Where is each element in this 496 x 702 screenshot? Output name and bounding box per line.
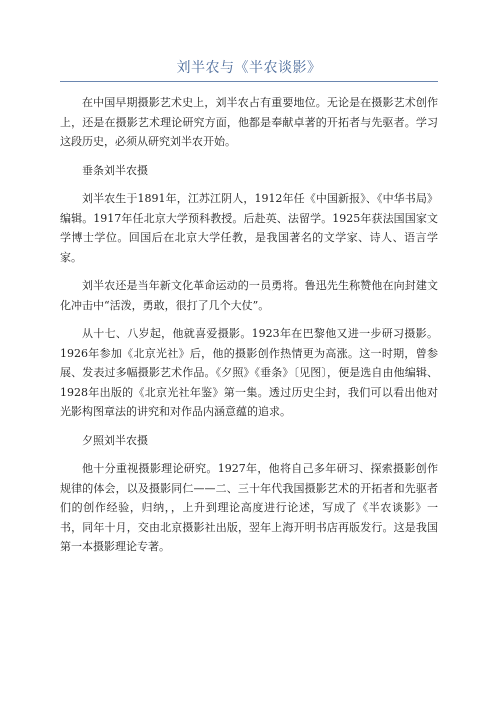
document-body [60,93,438,566]
biography-paragraph: 刘半农生于1891年，江苏江阴人，1912年任《中国新报》、《中华书局》编辑。1917年任北京大学预科教授。后赴英、法留学。1925年获法国国家文学博士学位。回国后在北京大学任教，是我国著名的文学家、诗人、语言学家。 [60,192,438,264]
title-container [60,58,438,78]
intro-paragraph: 在中国早期摄影艺术史上，刘半农占有重要地位。无论是在摄影艺术创作上，还是在摄影艺术理论研究方面，他都是奉献卓著的开拓者与先驱者。学习这段历史，必须从研究刘半农开始。 [60,96,438,148]
theory-paragraph: 他十分重视摄影理论研究。1927年，他将自己多年研习、探索摄影创作规律的体会，以及摄影同仁——二、三十年代我国摄影艺术的开拓者和先驱者们的创作经验，归纳，，上升到理论高度进行论述，写成了《半农谈影》一书，同年十月，交由北京摄影社出版，翌年上海开明书店再版发行。这是我国第一本摄影理论专著。 [60,462,438,553]
title-underline [60,81,438,82]
new-culture-paragraph: 刘半农还是当年新文化革命运动的一员勇将。鲁迅先生称赞他在向封建文化冲击中“活泼，勇敢，很打了几个大仗”。 [60,279,438,312]
photography-practice-paragraph: 从十七、八岁起，他就喜爱摄影。1923年在巴黎他又进一步研习摄影。1926年参加《北京光社》后，他的摄影创作热情更为高涨。这一时期，曾参展、发表过多幅摄影艺术作品。《夕照》《垂条》〔见图〕，便是选自由他编辑、1928年出版的《北京光社年鉴》第一集。透过历史尘封，我们可以看出他对光影构图章法的讲究和对作品内涵意蕴的追求。 [60,327,438,418]
photo-caption-xizhao: 夕照刘半农摄 [82,433,148,447]
photo-caption-chuitiao: 垂条刘半农摄 [82,163,148,177]
document-title: 刘半农与《半农谈影》 [176,60,322,76]
